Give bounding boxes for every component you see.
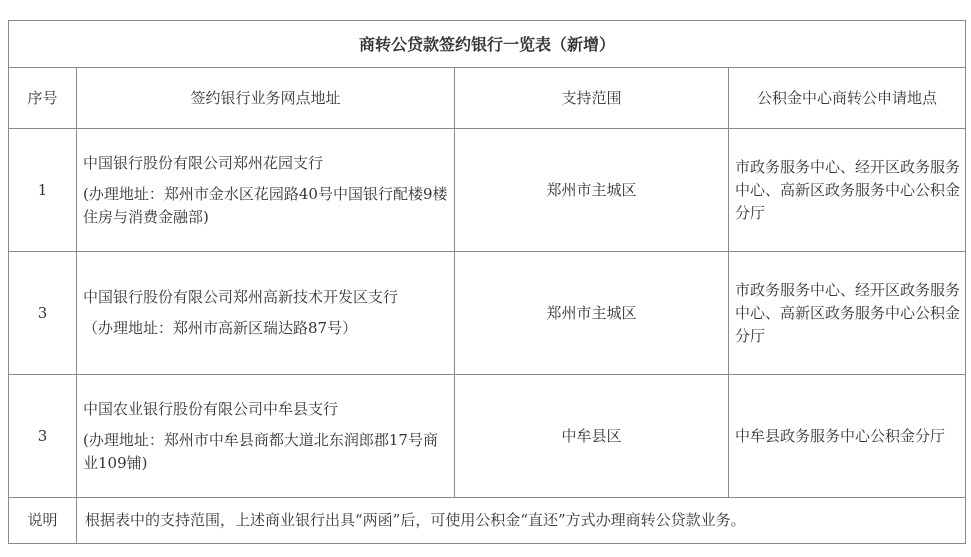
note-text: 根据表中的支持范围，上述商业银行出具“两函”后，可使用公积金“直还”方式办理商转公贷款业务。 — [77, 498, 966, 544]
bank-address: （办理地址：郑州市高新区瑞达路87号） — [83, 319, 358, 337]
row-bank-cell — [77, 252, 455, 375]
row-bank-cell — [77, 375, 455, 498]
header-support-range: 支持范围 — [455, 68, 729, 129]
note-label: 说明 — [9, 498, 77, 544]
table-row — [9, 252, 966, 375]
table-row — [9, 375, 966, 498]
table-title: 商转公贷款签约银行一览表（新增） — [9, 21, 966, 68]
bank-name: 中国银行股份有限公司郑州高新技术开发区支行 — [83, 288, 399, 306]
signed-banks-table — [8, 20, 966, 544]
header-bank-address: 签约银行业务网点地址 — [77, 68, 455, 129]
row-application-place: 市政务服务中心、经开区政务服务中心、高新区政务服务中心公积金分厅 — [729, 129, 966, 252]
title-row — [9, 21, 966, 68]
row-serial-no: 3 — [9, 252, 77, 375]
bank-name: 中国农业银行股份有限公司中牟县支行 — [83, 399, 339, 418]
table-row — [9, 129, 966, 252]
note-row — [9, 498, 966, 544]
header-application-place: 公积金中心商转公申请地点 — [729, 68, 966, 129]
bank-name: 中国银行股份有限公司郑州花园支行 — [83, 153, 324, 172]
row-support-range: 郑州市主城区 — [455, 129, 729, 252]
bank-address: (办理地址：郑州市金水区花园路40号中国银行配楼9楼住房与消费金融部) — [83, 184, 448, 226]
bank-address: (办理地址：郑州市中牟县商都大道北东润郎郡17号商业109铺) — [83, 430, 438, 472]
row-serial-no: 1 — [9, 129, 77, 252]
row-bank-cell — [77, 129, 455, 252]
header-serial-no: 序号 — [9, 68, 77, 129]
header-row — [9, 68, 966, 129]
row-support-range: 郑州市主城区 — [455, 252, 729, 375]
row-support-range: 中牟县区 — [455, 375, 729, 498]
row-application-place: 中牟县政务服务中心公积金分厅 — [729, 375, 966, 498]
row-serial-no: 3 — [9, 375, 77, 498]
row-application-place: 市政务服务中心、经开区政务服务中心、高新区政务服务中心公积金分厅 — [729, 252, 966, 375]
